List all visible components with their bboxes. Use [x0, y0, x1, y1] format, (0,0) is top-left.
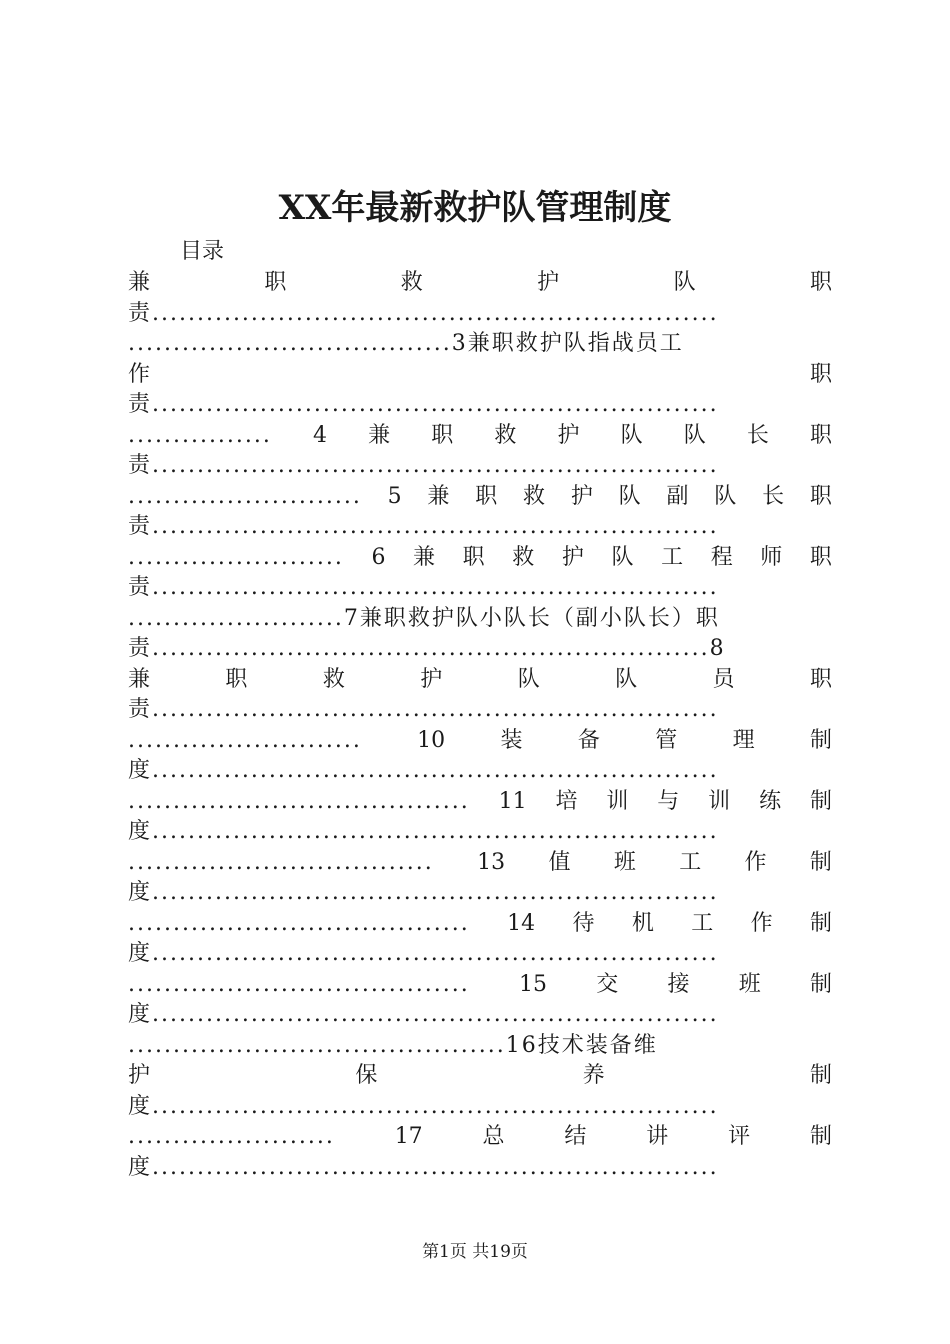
toc-line: 度............................................................... — [128, 1154, 719, 1180]
toc-line: .................................. 13 值 班 工 作 制 — [128, 849, 832, 875]
toc-heading: 目录 — [180, 239, 225, 264]
toc-line: ..........................................16技术装备维 — [128, 1032, 658, 1058]
toc-line: ...................................... 11 培 训 与 训 练 制 — [128, 788, 832, 814]
toc-line: 责............................................................... — [128, 514, 719, 539]
toc-line: ........................ 6 兼 职 救 护 队 工 程 师 职 — [128, 544, 832, 570]
toc-line: 责............................................................... — [128, 453, 719, 478]
toc-line: ....................... 17 总 结 讲 评 制 — [128, 1124, 832, 1149]
toc-line: 度............................................................... — [128, 941, 719, 966]
toc-line: ...................................... 15 交 接 班 制 — [128, 971, 832, 997]
toc-line: 责............................................................... — [128, 575, 719, 600]
toc-line: 责............................................................... — [128, 392, 719, 417]
table-of-contents — [128, 268, 832, 1183]
toc-line: 作 职 — [128, 361, 832, 387]
toc-line: 责............................................................... — [128, 300, 719, 326]
toc-line: ...................................... 14 待 机 工 作 制 — [128, 910, 832, 936]
page-footer: 第1页 共19页 — [422, 1242, 528, 1262]
toc-line: 兼 职 救 护 队 队 员 职 — [128, 666, 832, 692]
toc-line: 度............................................................... — [128, 819, 719, 844]
toc-line: 兼 职 救 护 队 职 — [128, 270, 832, 295]
toc-line: 护 保 养 制 — [128, 1063, 832, 1088]
toc-line: ....................................3兼职救护队指战员工 — [128, 331, 684, 356]
toc-line: .......................... 10 装 备 管 理 制 — [128, 727, 832, 753]
toc-line: 度............................................................... — [128, 1093, 719, 1119]
toc-line: 责..............................................................8 — [128, 636, 726, 661]
toc-line: ................ 4 兼 职 救 护 队 队 长 职 — [128, 422, 832, 448]
document-title: XX年最新救护队管理制度 — [278, 188, 672, 228]
toc-line: 责............................................................... — [128, 697, 719, 722]
toc-line: 度............................................................... — [128, 758, 719, 783]
toc-line: ........................7兼职救护队小队长（副小队长）职 — [128, 605, 720, 631]
toc-line: 度............................................................... — [128, 880, 719, 905]
toc-line: 度............................................................... — [128, 1002, 719, 1027]
toc-line: .......................... 5 兼 职 救 护 队 副 队 长 职 — [128, 483, 832, 509]
